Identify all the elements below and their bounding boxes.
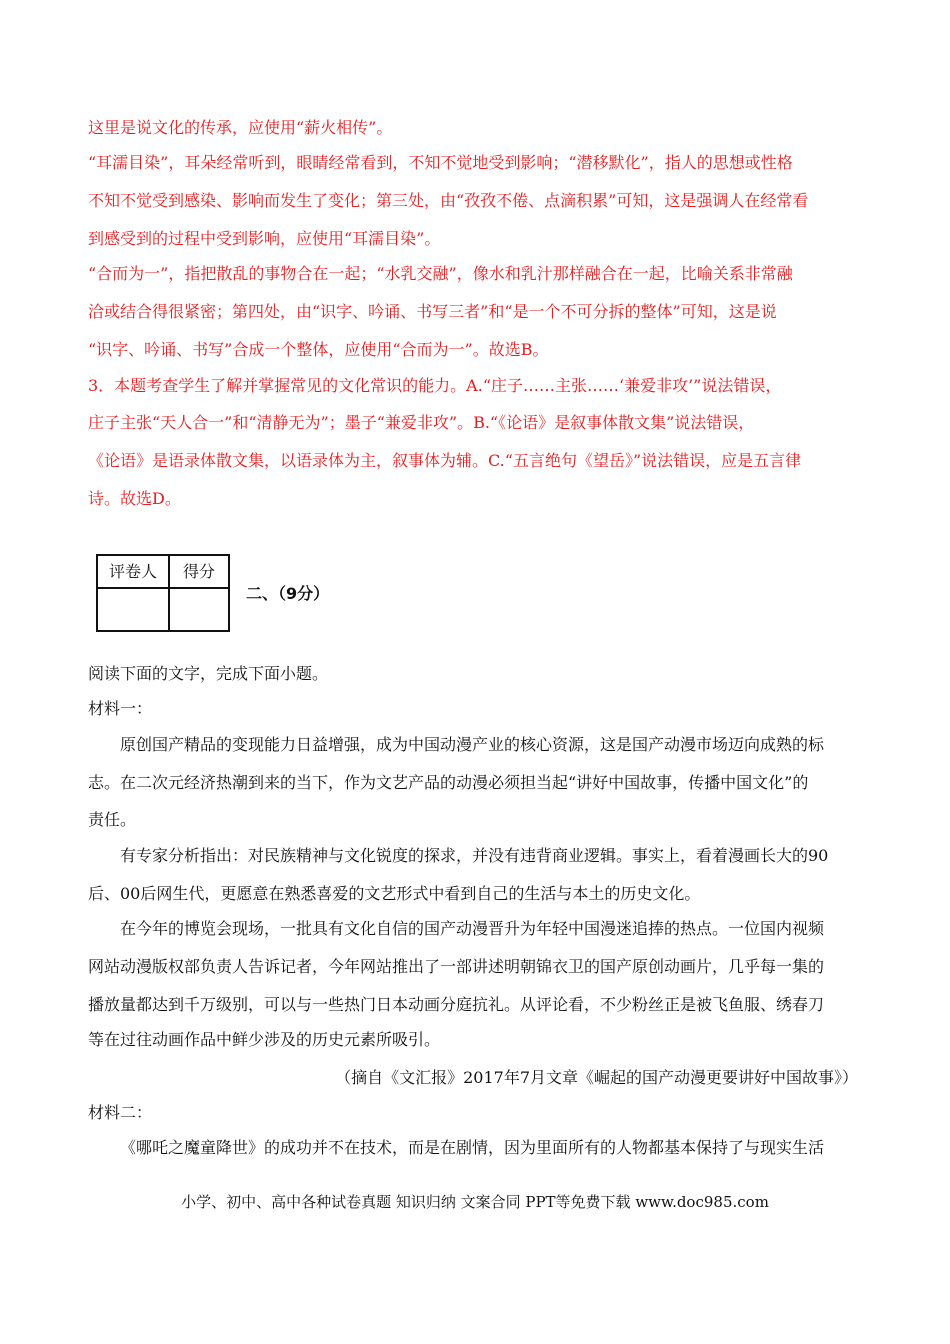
paragraph-line: 播放量都达到千万级别，可以与一些热门日本动画分庭抗礼。从评论看，不少粉丝正是被飞鱼服、绣春刀 bbox=[88, 995, 825, 1014]
answer-line: 洽或结合得很紧密；第四处，由“识字、吟诵、书写三者”和“是一个不可分拆的整体”可知，这是说 bbox=[88, 302, 777, 321]
material2-label: 材料二： bbox=[88, 1103, 153, 1122]
answer-line: 3．本题考查学生了解并掌握常见的文化常识的能力。A.“庄子……主张……‘兼爱非攻’”说法错误， bbox=[88, 376, 782, 395]
paragraph-line: 在今年的博览会现场，一批具有文化自信的国产动漫晋升为年轻中国漫迷追捧的热点。一位国内视频 bbox=[120, 919, 825, 938]
answer-line: “合而为一”，指把散乱的事物合在一起；“水乳交融”，像水和乳汁那样融合在一起，比喻关系非常融 bbox=[88, 264, 793, 283]
section-title: 二、（9分） bbox=[246, 584, 330, 603]
paragraph-line: 原创国产精品的变现能力日益增强，成为中国动漫产业的核心资源，这是国产动漫市场迈向成熟的标 bbox=[120, 735, 825, 754]
answer-line: 庄子主张“天人合一”和“清静无为”；墨子“兼爱非攻”。B.“《论语》是叙事体散文集”说法错误， bbox=[88, 413, 755, 432]
answer-line: 诗。故选D。 bbox=[88, 489, 181, 508]
grader-cell bbox=[98, 589, 170, 630]
paragraph-line: 等在过往动画作品中鲜少涉及的历史元素所吸引。 bbox=[88, 1030, 441, 1049]
footer-banner: 小学、初中、高中各种试卷真题 知识归纳 文案合同 PPT等免费下载 www.doc985.com bbox=[181, 1193, 769, 1211]
paragraph-line: 网站动漫版权部负责人告诉记者，今年网站推出了一部讲述明朝锦衣卫的国产原创动画片，几乎每一集的 bbox=[88, 957, 825, 976]
paragraph-line: 《哪吒之魔童降世》的成功并不在技术，而是在剧情，因为里面所有的人物都基本保持了与现实生活 bbox=[120, 1138, 825, 1157]
instructions: 阅读下面的文字，完成下面小题。 bbox=[88, 664, 329, 683]
material1-source: （摘自《文汇报》2017年7月文章《崛起的国产动漫更要讲好中国故事》） bbox=[335, 1068, 858, 1087]
answer-line: “耳濡目染”，耳朵经常听到，眼睛经常看到，不知不觉地受到影响；“潜移默化”，指人的思想或性格 bbox=[88, 153, 793, 172]
grader-label: 评卷人 bbox=[98, 556, 170, 589]
answer-line: 到感受到的过程中受到影响，应使用“耳濡目染”。 bbox=[88, 229, 441, 248]
score-label: 得分 bbox=[170, 556, 228, 589]
paragraph-line: 有专家分析指出：对民族精神与文化锐度的探求，并没有违背商业逻辑。事实上，看着漫画长大的90 bbox=[120, 846, 829, 865]
paragraph-line: 志。在二次元经济热潮到来的当下，作为文艺产品的动漫必须担当起“讲好中国故事，传播中国文化”的 bbox=[88, 773, 809, 792]
answer-line: 这里是说文化的传承，应使用“薪火相传”。 bbox=[88, 118, 393, 137]
score-table bbox=[96, 554, 230, 632]
paragraph-line: 后、00后网生代，更愿意在熟悉喜爱的文艺形式中看到自己的生活与本土的历史文化。 bbox=[88, 884, 701, 903]
answer-line: “识字、吟诵、书写”合成一个整体，应使用“合而为一”。故选B。 bbox=[88, 340, 549, 359]
material1-label: 材料一： bbox=[88, 699, 153, 718]
answer-line: 不知不觉受到感染、影响而发生了变化；第三处，由“孜孜不倦、点滴积累”可知，这是强调人在经常看 bbox=[88, 191, 809, 210]
answer-line: 《论语》是语录体散文集，以语录体为主，叙事体为辅。C.“五言绝句《望岳》”说法错误，应是五言律 bbox=[88, 451, 802, 470]
paragraph-line: 责任。 bbox=[88, 810, 137, 829]
score-cell bbox=[170, 589, 228, 630]
